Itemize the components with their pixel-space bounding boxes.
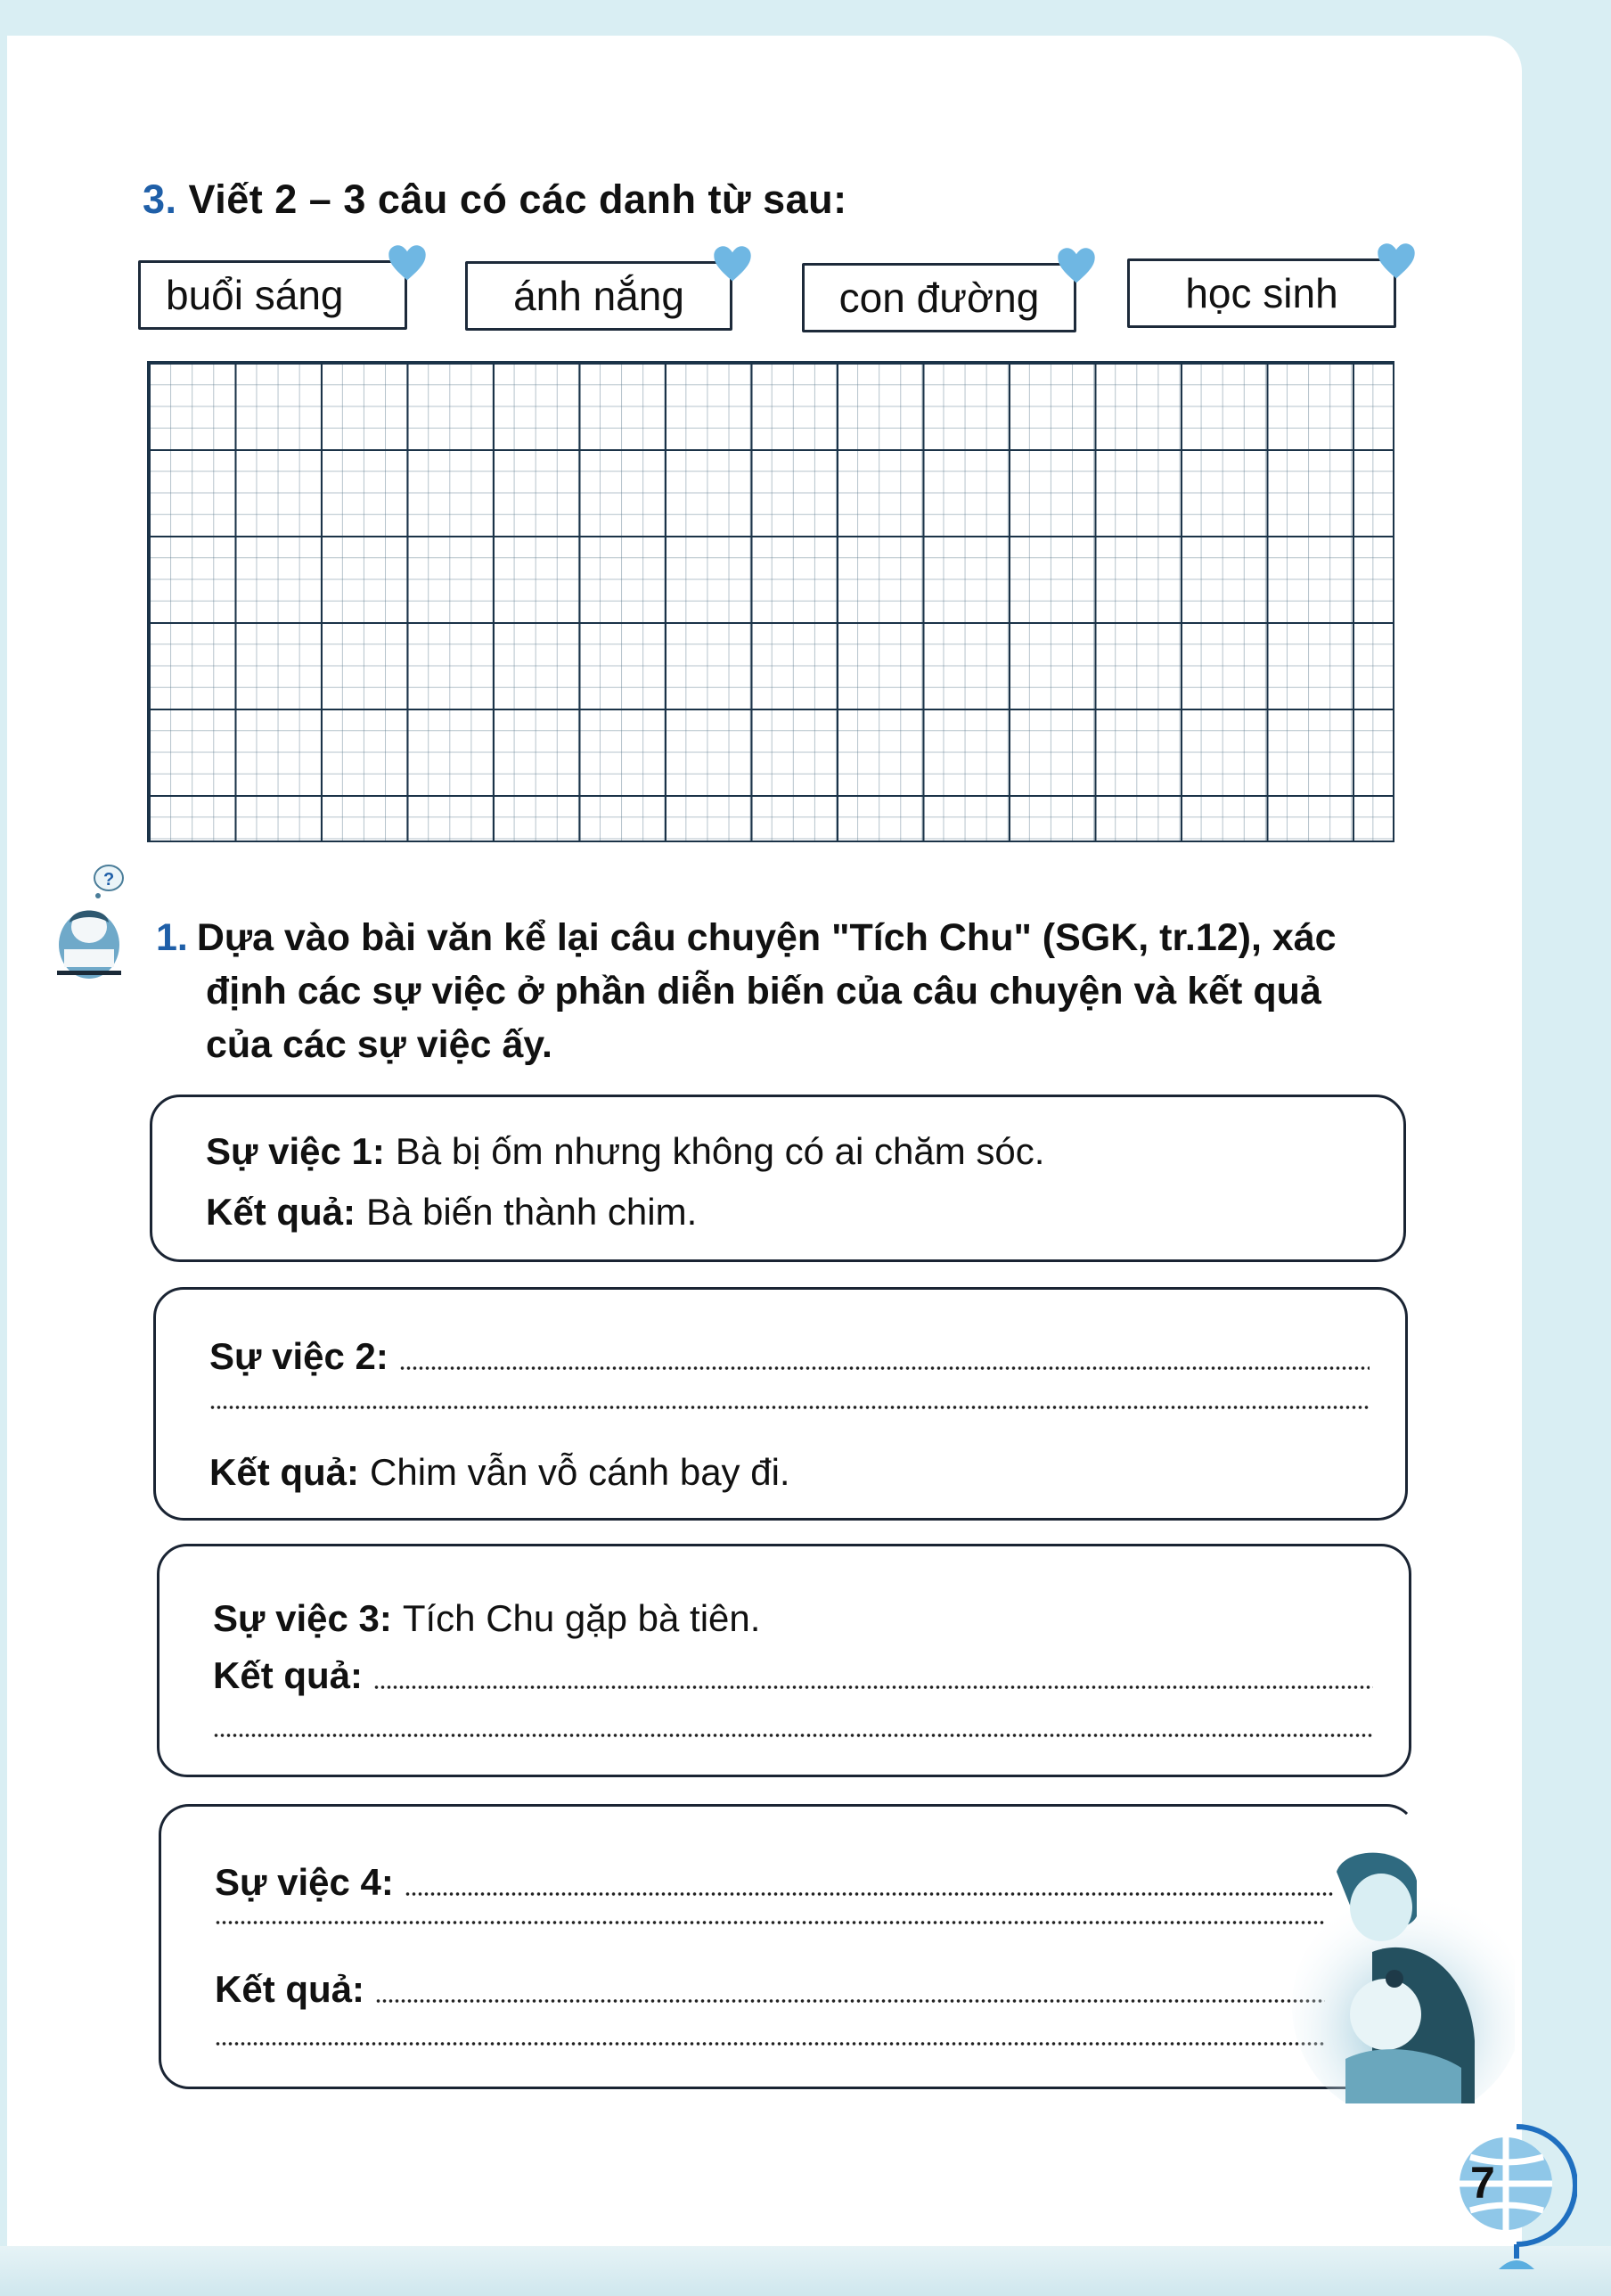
answer-line[interactable] <box>215 1921 1325 1924</box>
result-label: Kết quả: <box>206 1191 356 1233</box>
exercise-3-title <box>143 176 847 223</box>
exercise-number: 1. <box>156 916 188 959</box>
handwriting-grid[interactable] <box>147 361 1394 842</box>
answer-line[interactable] <box>399 1366 1370 1370</box>
result-label: Kết quả: <box>215 1968 364 2010</box>
noun-card <box>802 263 1076 332</box>
noun-label: buổi sáng <box>166 272 344 318</box>
result-label: Kết quả: <box>209 1451 359 1493</box>
thinking-student-icon <box>53 860 143 985</box>
heart-icon <box>1376 242 1417 283</box>
event-card-2 <box>153 1287 1408 1521</box>
noun-label: ánh nắng <box>513 273 684 319</box>
answer-line[interactable] <box>405 1892 1334 1896</box>
result-label: Kết quả: <box>213 1654 363 1696</box>
noun-card <box>138 260 407 330</box>
grandmother-hug-illustration <box>1283 1836 1515 2103</box>
event-label: Sự việc 4: <box>215 1861 394 1903</box>
event-text: Tích Chu gặp bà tiên. <box>402 1597 761 1639</box>
heart-icon <box>1056 246 1097 287</box>
result-text: Chim vẫn vỗ cánh bay đi. <box>370 1451 790 1493</box>
event-label: Sự việc 3: <box>213 1597 392 1639</box>
noun-card <box>1127 258 1396 328</box>
noun-label: con đường <box>838 275 1040 321</box>
event-label: Sự việc 1: <box>206 1130 385 1172</box>
event-card-4 <box>159 1804 1417 2089</box>
answer-line[interactable] <box>375 1999 1325 2003</box>
exercise-1-prompt: 1. Dựa vào bài văn kể lại câu chuyện "Tích Chu" (SGK, tr.12), xác định các sự việc ở phần diễn biến của câu chuyện và kết quả của các sự việc ấy. <box>156 916 1337 1066</box>
heart-icon <box>387 243 428 284</box>
heart-icon <box>712 244 753 285</box>
event-card-3 <box>157 1544 1411 1777</box>
noun-label: học sinh <box>1185 270 1338 316</box>
exercise-instruction: Viết 2 – 3 câu có các danh từ sau: <box>188 176 847 222</box>
svg-text:?: ? <box>103 870 115 890</box>
page-number: 7 <box>1470 2158 1495 2208</box>
page-edge <box>0 2246 1611 2296</box>
noun-card <box>465 261 732 331</box>
answer-line[interactable] <box>209 1406 1370 1409</box>
event-text: Bà bị ốm nhưng không có ai chăm sóc. <box>395 1130 1045 1172</box>
exercise-number: 3. <box>143 176 177 222</box>
event-label: Sự việc 2: <box>209 1335 388 1377</box>
answer-line[interactable] <box>373 1685 1373 1689</box>
answer-line[interactable] <box>213 1734 1373 1737</box>
result-text: Bà biến thành chim. <box>366 1191 698 1233</box>
answer-line[interactable] <box>215 2042 1325 2046</box>
event-card-1 <box>150 1095 1406 1262</box>
globe-icon <box>1443 2112 1577 2273</box>
